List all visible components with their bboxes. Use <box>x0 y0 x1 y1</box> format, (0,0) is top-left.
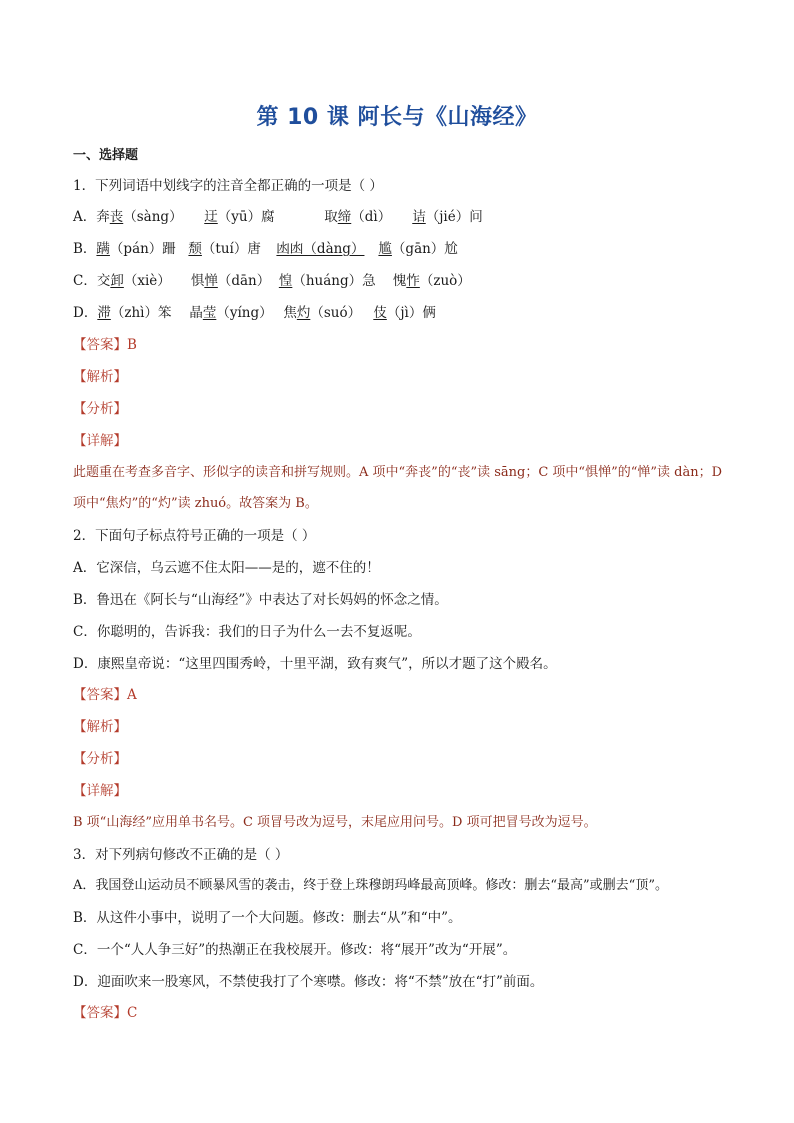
q1-fenxi-tag: 【分析】 <box>73 401 127 417</box>
answer-value: C <box>127 1005 138 1021</box>
option-prefix: A． <box>73 209 97 225</box>
page-title: 第 10 课 阿长与《山海经》 <box>256 105 538 130</box>
q2-explanation: B 项“山海经”应用单书名号。C 项冒号改为逗号，末尾应用问号。D 项可把冒号改为逗号。 <box>73 815 597 830</box>
q1-a-item-2: 迂（yū）腐 <box>204 209 275 225</box>
answer-tag: 【答案】 <box>73 687 127 703</box>
q2-option-b: B．鲁迅在《阿长与“山海经”》中表达了对长妈妈的怀念之情。 <box>73 592 448 608</box>
q2-option-c: C．你聪明的，告诉我：我们的日子为什么一去不复返呢。 <box>73 624 421 640</box>
q1-answer <box>73 336 137 354</box>
q3-answer <box>73 1004 137 1022</box>
q3-option-a: A．我国登山运动员不顾暴风雪的袭击，终于登上珠穆朗玛峰最高顶峰。修改：删去“最高”或删去“顶”。 <box>73 878 668 893</box>
q2-detail-tag: 【详解】 <box>73 783 127 799</box>
q1-a-item-3: 取缔（dì） <box>324 209 392 225</box>
q1-detail-tag: 【详解】 <box>73 433 127 449</box>
q1-b-item-1: 蹒（pán）跚 <box>96 241 176 257</box>
question-2-stem: 2．下面句子标点符号正确的一项是（ ） <box>73 528 316 544</box>
q1-option-a <box>73 208 483 226</box>
q1-d-item-4: 伎（jì）俩 <box>373 305 436 321</box>
option-prefix: B． <box>73 241 97 257</box>
answer-value: A <box>127 687 137 703</box>
q1-b-item-3: 凼凼（dàng） <box>276 241 365 257</box>
q2-fenxi-tag: 【分析】 <box>73 751 127 767</box>
q3-option-d: D．迎面吹来一股寒风，不禁使我打了个寒噤。修改：将“不禁”放在“打”前面。 <box>73 974 544 990</box>
answer-tag: 【答案】 <box>73 1005 127 1021</box>
question-3-stem: 3．对下列病句修改不正确的是（ ） <box>73 847 289 863</box>
q1-option-d <box>73 304 436 322</box>
q1-d-item-2: 晶莹（yíng） <box>189 305 273 321</box>
answer-tag: 【答案】 <box>73 337 127 353</box>
answer-value: B <box>127 337 137 353</box>
q1-c-item-1: 交卸（xiè） <box>96 273 171 289</box>
q1-option-c <box>73 272 471 290</box>
q1-a-item-1: 奔丧（sàng） <box>96 209 183 225</box>
q1-c-item-4: 愧怍（zuò） <box>392 273 471 289</box>
q1-d-item-1: 滞（zhì）笨 <box>97 305 172 321</box>
q1-explanation-line-1: 此题重在考查多音字、形似字的读音和拼写规则。A 项中“奔丧”的“丧”读 sāng；C 项中“惧惮”的“惮”读 dàn；D <box>73 465 723 480</box>
section-heading: 一、选择题 <box>73 148 139 163</box>
q1-b-item-4: 尴（gān）尬 <box>378 241 458 257</box>
q1-option-b <box>73 240 458 258</box>
q2-analysis-tag: 【解析】 <box>73 719 127 735</box>
question-1-stem: 1．下列词语中划线字的注音全都正确的一项是（ ） <box>73 178 383 194</box>
q1-analysis-tag: 【解析】 <box>73 369 127 385</box>
q2-option-a: A．它深信，乌云遮不住太阳——是的，遮不住的！ <box>73 560 380 576</box>
option-prefix: D． <box>73 305 98 321</box>
option-prefix: C． <box>73 273 97 289</box>
q2-answer <box>73 686 137 704</box>
q1-b-item-2: 颓（tuí）唐 <box>188 241 261 257</box>
q3-option-b: B．从这件小事中，说明了一个大问题。修改：删去“从”和“中”。 <box>73 910 462 926</box>
q3-option-c: C．一个“人人争三好”的热潮正在我校展开。修改：将“展开”改为“开展”。 <box>73 942 517 958</box>
q1-a-item-4: 诘（jié）问 <box>412 209 483 225</box>
q1-c-item-3: 惶（huáng）急 <box>278 273 376 289</box>
q1-c-item-2: 惧惮（dān） <box>190 273 271 289</box>
q1-d-item-3: 焦灼（suó） <box>283 305 362 321</box>
q1-explanation-line-2: 项中“焦灼”的“灼”读 zhuó。故答案为 B。 <box>73 496 318 511</box>
q2-option-d: D．康熙皇帝说：“这里四围秀岭，十里平湖，致有爽气”，所以才题了这个殿名。 <box>73 656 557 672</box>
